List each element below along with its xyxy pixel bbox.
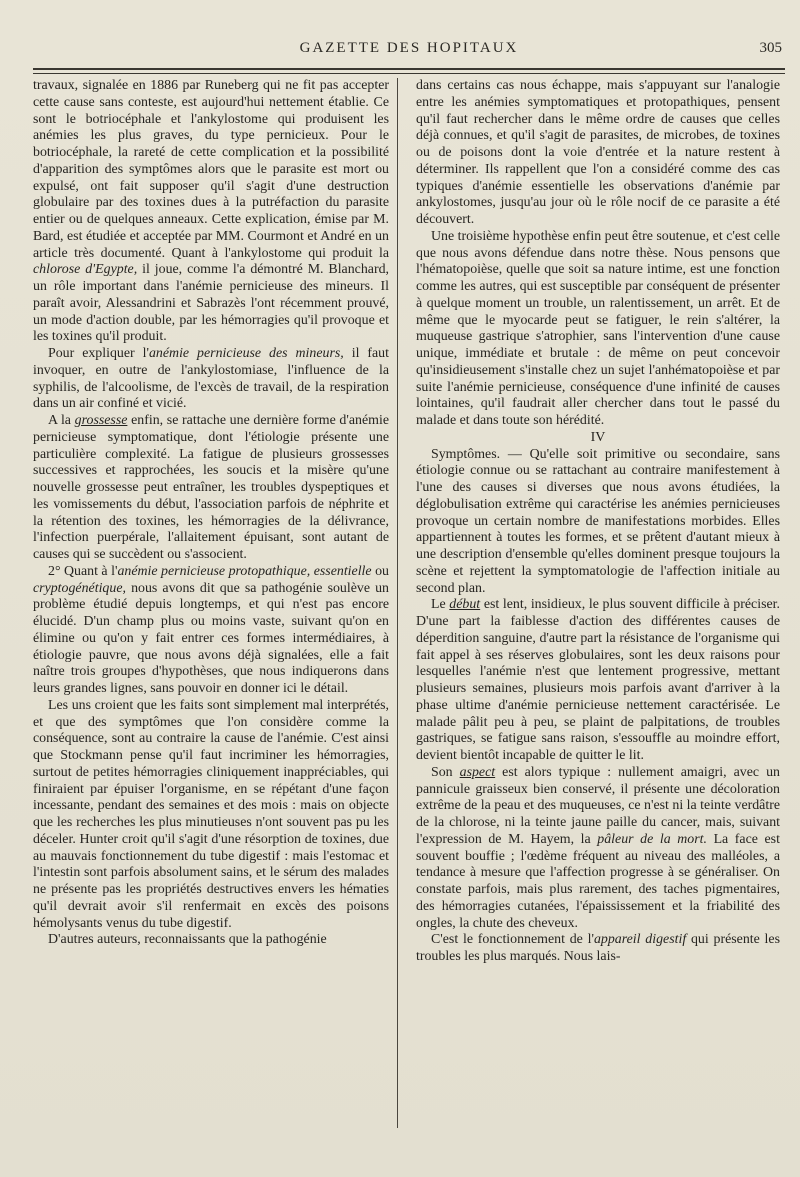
- page-header: [30, 40, 788, 64]
- column-divider: [397, 78, 398, 1128]
- paragraph: Symptômes. — Qu'elle soit primitive ou secondaire, sans étiologie connue ou se rattachant au contraire manifestement à l'une des causes si diverses que nous avons étudiées, la déglobulisation extrême qui caractérise les anémies pernicieuses provoque un certain nombre de manifestations morbides. Elles appartiennent à toutes les formes, et se prêtent d'autant mieux à une description d'ensemble qu'elles dominent presque toujours la scène et rejettent la symptomatologie de l'affection initiale au second plan.: [416, 446, 780, 596]
- paragraph: dans certains cas nous échappe, mais s'appuyant sur l'analogie entre les anémies symptomatiques et protopathiques, pensent qu'il faut rechercher dans le même ordre de causes que celles déjà connues, et qu'il s'agit de parasites, de microbes, de toxines ou de poisons dont la voie d'entrée et la nature restent à déterminer. Ils rappellent que l'on a considéré comme des cas typiques d'anémie essentielle les observations d'anémie par ankylostomes, jusqu'au jour où le rôle nocif de ce parasite a été découvert.: [416, 78, 780, 227]
- paragraph: Une troisième hypothèse enfin peut être soutenue, et c'est celle que nous avons défendue dans notre thèse. Nous pensons que l'hématopoièse, quelle que soit sa nature intime, est une fonction comme les autres, qui est susceptible par conséquent de présenter à quelque moment un trouble, un ralentissement, un arrêt. Et de même que le myocarde peut se fatiguer, le rein s'altérer, la muqueuse gastrique s'atrophier, sans l'intervention d'une cause unique, immédiate et brutale : de même on peut concevoir qu'insidieusement s'installe chez un sujet l'anhématopoièse et par suite l'anémie pernicieuse, conséquence d'une infinité de causes lointaines, qu'il faudrait aller chercher dans tout le passé du malade et dans toute son hérédité.: [416, 228, 780, 428]
- paragraph: 2° Quant à l'anémie pernicieuse protopathique, essentielle ou cryptogénétique, nous avons dit que sa pathogénie soulève un problème étudié depuis longtemps, et qui n'est pas encore élucidé. D'un champ plus ou moins vaste, suivant qu'on en élimine ou qu'on y fait entrer ces formes intermédiaires, à étiologie pauvre, que nous avons déjà signalées, elle a fait naître trois groupes d'hypothèses, que nous indiquerons dans leurs grandes lignes, sans pouvoir en donner ici le détail.: [33, 563, 389, 696]
- right-column: [416, 78, 780, 966]
- paragraph: C'est le fonctionnement de l'appareil digestif qui présente les troubles les plus marqués. Nous lais-: [416, 932, 780, 964]
- left-column: [33, 78, 389, 949]
- page-number: 305: [759, 40, 782, 56]
- section-number: IV: [590, 429, 606, 445]
- paragraph: D'autres auteurs, reconnaissants que la pathogénie: [48, 932, 327, 948]
- header-rule-thin: [33, 73, 785, 74]
- journal-title: GAZETTE DES HOPITAUX: [299, 40, 519, 56]
- paragraph: Son aspect est alors typique : nullement amaigri, avec un pannicule graisseux bien conservé, il présente une décoloration extrême de la peau et des muqueuses, ce n'est ni la teinte verdâtre de la chlorose, ni la teinte jaune paille du cancer, mais, suivant l'expression de M. Hayem, la pâleur de la mort. La face est souvent bouffie ; l'œdème fréquent au niveau des malléoles, a tendance à mesure que l'affection progresse à se généraliser. On constate parfois, mais plus rarement, des taches pigmentaires, des hémorragies cutanées, l'épaississement et la friabilité des ongles, la chute des cheveux.: [416, 764, 780, 931]
- header-rule-thick: [33, 68, 785, 70]
- paragraph: A la grossesse enfin, se rattache une dernière forme d'anémie pernicieuse symptomatique, dont l'étiologie présente une particulière complexité. La fatigue de plusieurs grossesses successives et rapprochées, les soucis et la misère qu'une nouvelle grossesse peut entraîner, les troubles dyspeptiques et les vomissements du début, l'association parfois de néphrite et la rétention des toxines, les hémorragies de la délivrance, l'infection puerpérale, l'allaitement épuisant, sont autant de causes qui se succèdent ou s'associent.: [33, 413, 389, 562]
- paragraph: Le début est lent, insidieux, le plus souvent difficile à préciser. D'une part la faiblesse d'action des différentes causes de déperdition sanguine, d'autre part la résistance de l'organisme qui fait appel à ses réserves globulaires, sont les deux raisons pour lesquelles l'anémie n'est que lentement progressive, mettant plusieurs semaines, plusieurs mois parfois avant d'arriver à la phase ultime d'anémie pernicieuse nettement caractérisée. Le malade pâlit peu à peu, se plaint de palpitations, de troubles gastriques, se fatigue sans raison, s'essouffle au moindre effort, devient bientôt incapable de quitter le lit.: [416, 597, 780, 763]
- paragraph: Pour expliquer l'anémie pernicieuse des mineurs, il faut invoquer, en outre de l'ankylostomiase, l'influence de la syphilis, de l'alcoolisme, de l'excès de travail, de la respiration dans un air confiné et vicié.: [33, 346, 389, 412]
- paragraph: Les uns croient que les faits sont simplement mal interprétés, et que des symptômes que l'on considère comme la conséquence, sont au contraire la cause de l'anémie. C'est ainsi que Stockmann pense qu'il faut incriminer les hémorragies, surtout de petites hémorragies cliniquement inappréciables, qui finiraient par épuiser l'organisme, en se répétant d'une façon incessante, pendant des semaines et des mois : mais on objecte que les recherches les plus minutieuses n'ont souvent pas pu les déceler. Hunter croit qu'il s'agit d'une résorption de toxines, due au mauvais fonctionnement du tube digestif : mais l'estomac et l'intestin sont parfois absolument sains, et le sérum des malades ne présente pas les propriétés destructives envers les hématies qu'il devrait avoir s'il renfermait en excès des poisons hémolysants venus du tube digestif.: [33, 697, 389, 931]
- paragraph: travaux, signalée en 1886 par Runeberg qui ne fit pas accepter cette cause sans conteste, est aujourd'hui nettement établie. Ce sont le botriocéphale et l'ankylostome qui produisent les anémies les plus graves, du type pernicieux. Pour le botriocéphale, la rareté de cette complication et la possibilité d'apparition des symptômes alors que le parasite est mort ou expulsé, ont fait supposer qu'il s'agit d'une destruction globulaire par des toxines dues à la putréfaction du parasite entier ou de quelques anneaux. Cette explication, émise par M. Bard, est étudiée et acceptée par MM. Courmont et André en un article très documenté. Quant à l'ankylostome qui produit la chlorose d'Egypte, il joue, comme l'a démontré M. Blanchard, un rôle important dans l'anémie pernicieuse des mineurs. Il paraît avoir, Alessandrini et Sabrazès l'ont récemment prouvé, un mode d'action double, par les hémorragies qu'il provoque et les toxines qu'il produit.: [33, 78, 389, 345]
